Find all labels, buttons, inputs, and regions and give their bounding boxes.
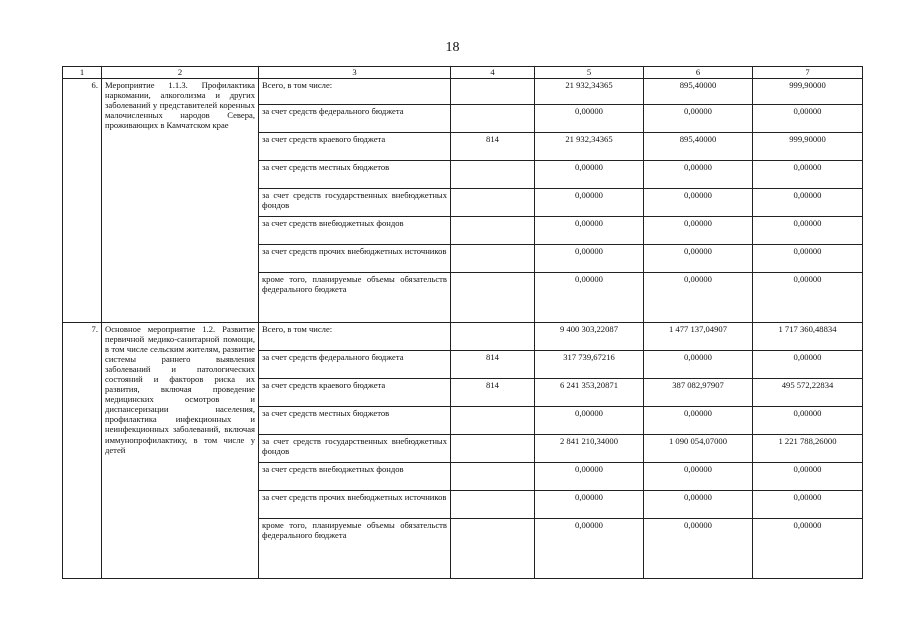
value-col-5: 317 739,67216 <box>535 351 644 379</box>
budget-code <box>451 105 535 133</box>
budget-code <box>451 189 535 217</box>
budget-code: 814 <box>451 133 535 161</box>
column-header: 3 <box>259 67 451 79</box>
column-header: 1 <box>63 67 102 79</box>
funding-source: за счет средств федерального бюджета <box>259 105 451 133</box>
funding-source: кроме того, планируемые объемы обязательств федерального бюджета <box>259 519 451 579</box>
budget-code <box>451 491 535 519</box>
funding-source: за счет средств местных бюджетов <box>259 407 451 435</box>
value-col-7: 0,00000 <box>753 217 863 245</box>
value-col-7: 0,00000 <box>753 245 863 273</box>
value-col-5: 0,00000 <box>535 245 644 273</box>
column-header: 7 <box>753 67 863 79</box>
value-col-5: 0,00000 <box>535 189 644 217</box>
table-row <box>63 79 863 105</box>
budget-code <box>451 161 535 189</box>
value-col-6: 895,40000 <box>644 79 753 105</box>
row-number: 6. <box>63 79 102 323</box>
value-col-5: 0,00000 <box>535 161 644 189</box>
budget-code <box>451 435 535 463</box>
activity-description: Основное мероприятие 1.2. Развитие первичной медико-санитарной помощи, в том числе сельским жителям, развитие системы раннего выявления заболеваний и патологических состояний и факторов риска их развития, включая проведение медицинских осмотров и диспансеризации населения, профилактика инфекционных и неинфекционных заболеваний, включая иммунопрофилактику, в том числе у детей <box>102 323 259 579</box>
budget-code <box>451 79 535 105</box>
column-header: 2 <box>102 67 259 79</box>
value-col-7: 0,00000 <box>753 519 863 579</box>
funding-source: за счет средств краевого бюджета <box>259 133 451 161</box>
value-col-5: 0,00000 <box>535 217 644 245</box>
funding-source: за счет средств внебюджетных фондов <box>259 217 451 245</box>
funding-source: кроме того, планируемые объемы обязательств федерального бюджета <box>259 273 451 323</box>
value-col-7: 0,00000 <box>753 351 863 379</box>
value-col-5: 0,00000 <box>535 273 644 323</box>
value-col-6: 0,00000 <box>644 491 753 519</box>
value-col-7: 1 221 788,26000 <box>753 435 863 463</box>
budget-code: 814 <box>451 351 535 379</box>
value-col-5: 21 932,34365 <box>535 79 644 105</box>
budget-code <box>451 217 535 245</box>
funding-source: за счет средств прочих внебюджетных источников <box>259 491 451 519</box>
value-col-7: 0,00000 <box>753 491 863 519</box>
value-col-5: 9 400 303,22087 <box>535 323 644 351</box>
funding-source: за счет средств краевого бюджета <box>259 379 451 407</box>
value-col-7: 999,90000 <box>753 79 863 105</box>
value-col-6: 0,00000 <box>644 189 753 217</box>
value-col-7: 1 717 360,48834 <box>753 323 863 351</box>
value-col-6: 0,00000 <box>644 407 753 435</box>
funding-source: за счет средств прочих внебюджетных источников <box>259 245 451 273</box>
value-col-6: 0,00000 <box>644 245 753 273</box>
value-col-7: 0,00000 <box>753 105 863 133</box>
budget-code: 814 <box>451 379 535 407</box>
budget-code <box>451 519 535 579</box>
value-col-7: 0,00000 <box>753 189 863 217</box>
value-col-6: 895,40000 <box>644 133 753 161</box>
value-col-7: 0,00000 <box>753 463 863 491</box>
value-col-5: 2 841 210,34000 <box>535 435 644 463</box>
value-col-7: 999,90000 <box>753 133 863 161</box>
funding-source: за счет средств государственных внебюджетных фондов <box>259 189 451 217</box>
value-col-5: 21 932,34365 <box>535 133 644 161</box>
funding-source: за счет средств внебюджетных фондов <box>259 463 451 491</box>
value-col-5: 0,00000 <box>535 407 644 435</box>
value-col-6: 0,00000 <box>644 105 753 133</box>
value-col-5: 0,00000 <box>535 491 644 519</box>
value-col-7: 495 572,22834 <box>753 379 863 407</box>
budget-table <box>62 66 863 579</box>
value-col-7: 0,00000 <box>753 161 863 189</box>
funding-source: за счет средств государственных внебюджетных фондов <box>259 435 451 463</box>
value-col-5: 0,00000 <box>535 519 644 579</box>
budget-code <box>451 407 535 435</box>
value-col-6: 1 477 137,04907 <box>644 323 753 351</box>
value-col-6: 1 090 054,07000 <box>644 435 753 463</box>
value-col-5: 0,00000 <box>535 105 644 133</box>
column-header: 4 <box>451 67 535 79</box>
value-col-6: 0,00000 <box>644 217 753 245</box>
column-number-row <box>63 67 863 79</box>
column-header: 5 <box>535 67 644 79</box>
budget-code <box>451 273 535 323</box>
value-col-6: 0,00000 <box>644 519 753 579</box>
value-col-6: 0,00000 <box>644 273 753 323</box>
budget-code <box>451 323 535 351</box>
page-number: 18 <box>445 40 460 55</box>
column-header: 6 <box>644 67 753 79</box>
activity-description: Мероприятие 1.1.3. Профилактика наркомании, алкоголизма и других заболеваний у представителей коренных малочисленных народов Севера, проживающих в Камчатском крае <box>102 79 259 323</box>
budget-code <box>451 463 535 491</box>
funding-source: за счет средств федерального бюджета <box>259 351 451 379</box>
value-col-7: 0,00000 <box>753 273 863 323</box>
value-col-6: 387 082,97907 <box>644 379 753 407</box>
value-col-5: 0,00000 <box>535 463 644 491</box>
value-col-5: 6 241 353,20871 <box>535 379 644 407</box>
table-row <box>63 323 863 351</box>
value-col-6: 0,00000 <box>644 161 753 189</box>
funding-source: Всего, в том числе: <box>259 79 451 105</box>
row-number: 7. <box>63 323 102 579</box>
value-col-6: 0,00000 <box>644 463 753 491</box>
funding-source: за счет средств местных бюджетов <box>259 161 451 189</box>
funding-source: Всего, в том числе: <box>259 323 451 351</box>
budget-code <box>451 245 535 273</box>
value-col-6: 0,00000 <box>644 351 753 379</box>
value-col-7: 0,00000 <box>753 407 863 435</box>
